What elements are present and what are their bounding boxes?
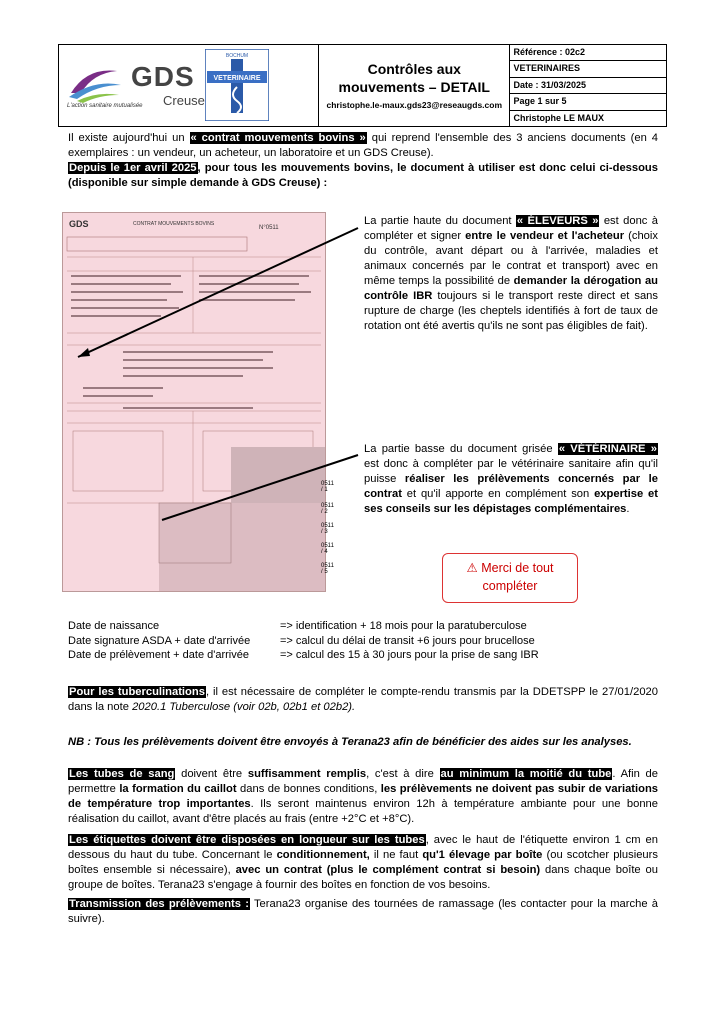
intro-highlight-contract: « contrat mouvements bovins » <box>190 132 366 144</box>
gds-logo-creuse: Creuse <box>163 93 205 108</box>
date-value: => calcul des 15 à 30 jours pour la prise de sang IBR <box>280 649 539 661</box>
vet-logo-word: VETERINAIRE <box>213 75 261 82</box>
tuberculinations-note-ref: 2020.1 Tuberculose (voir 02b, 02b1 et 02b2). <box>132 701 356 713</box>
dates-row <box>68 648 539 663</box>
gds-logo-tagline: L'action sanitaire mutualisée <box>67 103 143 109</box>
etiquettes-bold-2: qu'1 élevage par boîte <box>422 849 543 861</box>
intro-text-3: , pour tous les mouvements bovins, le document à utiliser est donc celui ci-dessous (disponible sur simple demande à GDS Creuse) : <box>68 162 658 189</box>
merci-notice-box <box>442 553 578 603</box>
form-number: N°0511 <box>259 225 279 231</box>
tubes-text-2: , c'est à dire <box>366 768 440 780</box>
tubes-bold-2: la formation du caillot <box>119 783 237 795</box>
arrow-eleveurs <box>78 228 358 357</box>
date-value: => identification + 18 mois pour la paratuberculose <box>280 620 527 632</box>
tubes-text-4: dans de bonnes conditions, <box>236 783 381 795</box>
tuberculinations-text: , il est nécessaire de compléter le compte-rendu transmis par la DDETSPP le 27/01/2020 dans la note <box>68 686 658 713</box>
date-value: => calcul du délai de transit +6 jours pour brucellose <box>280 634 535 647</box>
transmission-text: Terana23 organise des tournées de ramassage (les contacter pour la marche à suivre). <box>68 898 658 925</box>
nb-paragraph: NB : Tous les prélèvements doivent être envoyés à Terana23 afin de bénéficier des aides sur les analyses. <box>68 736 632 748</box>
etiquettes-paragraph <box>68 833 658 893</box>
ref-number: Référence : 02c2 <box>510 45 666 61</box>
ref-page: Page 1 sur 5 <box>510 94 666 110</box>
veterinaire-text-2: est donc à compléter par le vétérinaire sanitaire afin qu'il puisse <box>364 458 658 485</box>
etiquettes-text-3: (ou scotcher plusieurs boîtes ensemble si nécessaire), <box>68 849 658 876</box>
arrow-eleveurs-head <box>78 348 90 357</box>
etiquettes-text-4: dans chaque boîte ou groupe de boîtes. Terana23 s'engage à fournir des boîtes en fonction de vos besoins. <box>68 864 658 891</box>
form-number-5: 0511 / 5 <box>321 563 334 575</box>
form-gds-label: GDS <box>69 219 89 229</box>
transmission-paragraph <box>68 897 658 927</box>
etiquettes-text-2: il ne faut <box>369 849 423 861</box>
veterinaire-paragraph <box>364 442 658 517</box>
doc-email: christophe.le-maux.gds23@reseaugds.com <box>326 100 503 111</box>
eleveurs-highlight: « ÉLEVEURS » <box>516 215 599 227</box>
tubes-bold-1: suffisamment remplis <box>247 768 367 780</box>
dates-row <box>68 634 539 649</box>
eleveurs-text-2: est donc à compléter et signer <box>364 215 658 242</box>
etiquettes-bold-1: conditionnement, <box>276 849 370 861</box>
veterinaire-text-1: La partie basse du document grisée <box>364 443 558 455</box>
tubes-text-5: . Ils seront maintenus environ 12h à température ambiante pour une bonne réalisation du caillot, avant d'être placés au frais (entre +2°C et +8°C). <box>68 798 658 825</box>
tubes-paragraph <box>68 767 658 827</box>
warning-icon: ⚠ <box>466 561 478 575</box>
tubes-text-1: doivent être <box>175 768 248 780</box>
etiquettes-highlight: Les étiquettes doivent être disposées en longueur sur les tubes <box>69 834 425 846</box>
veterinaire-text-4: . <box>626 503 630 515</box>
intro-highlight-date: Depuis le 1er avril 2025 <box>69 162 197 174</box>
date-label: Date signature ASDA + date d'arrivée <box>68 634 251 647</box>
vet-logo-top-text: BOCHUM <box>225 53 249 59</box>
eleveurs-bold-2: demander la dérogation au contrôle IBR <box>364 275 659 302</box>
dates-table <box>68 619 539 663</box>
doc-title-line2: mouvements – DETAIL <box>338 79 490 96</box>
tubes-text-3: . Afin de permettre <box>68 768 659 795</box>
form-title: CONTRAT MOUVEMENTS BOVINS <box>133 221 215 227</box>
etiquettes-text-1: , avec le haut de l'étiquette environ 1 cm en dessous du haut du tube. Concernant le <box>68 834 658 861</box>
intro-text-1: Il existe aujourd'hui un <box>68 132 190 144</box>
eleveurs-text-3: (choix du contrôle, avant départ ou à l'arrivée, maladies et animaux concernés par le contrat et transport) avec en même temps la possibilité de <box>364 230 658 287</box>
form-number-1: 0511 / 1 <box>321 481 334 493</box>
form-number-3: 0511 / 3 <box>321 523 334 535</box>
ref-date: Date : 31/03/2025 <box>510 78 666 94</box>
ref-category: VETERINAIRES <box>510 61 666 77</box>
eleveurs-paragraph <box>364 214 658 334</box>
form-number-2: 0511 / 2 <box>321 503 334 515</box>
veterinaire-text-3: et qu'il apporte en complément son <box>401 488 595 500</box>
merci-text: Merci de tout compléter <box>481 561 554 593</box>
eleveurs-bold-1: entre le vendeur et l'acheteur <box>465 230 625 242</box>
date-label: Date de prélèvement + date d'arrivée <box>68 649 249 661</box>
arrow-veterinaire <box>162 455 358 520</box>
transmission-highlight: Transmission des prélèvements : <box>69 898 249 910</box>
tubes-bold-3: les prélèvements ne doivent pas subir de variations de température trop importantes <box>68 783 659 810</box>
veterinaire-bold-1: réaliser les prélèvements concernés par le contrat <box>364 473 658 500</box>
tubes-highlight-1: Les tubes de sang <box>69 768 175 780</box>
tuberculinations-paragraph <box>68 685 658 715</box>
veterinaire-highlight: « VÉTÉRINAIRE » <box>558 443 657 455</box>
tuberculinations-highlight: Pour les tuberculinations <box>69 686 205 698</box>
eleveurs-text-1: La partie haute du document <box>364 215 516 227</box>
ref-author: Christophe LE MAUX <box>513 112 604 123</box>
gds-logo-text: GDS <box>131 61 195 92</box>
tubes-highlight-2: au minimum la moitié du tube <box>440 768 612 780</box>
form-number-4: 0511 / 4 <box>321 543 334 555</box>
intro-text-2: qui reprend l'ensemble des 3 anciens documents (en 4 exemplaires : un vendeur, un acheteur, un laboratoire et un GDS Creuse). <box>68 132 658 159</box>
date-label: Date de naissance <box>68 620 160 632</box>
eleveurs-text-4: toujours si le transport reste direct et sans rupture de charge (les cheptels identifiés à fort de taux de rotation ont été avertis qu'ils ne sont pas éligibles de fait). <box>364 290 659 332</box>
dates-row <box>68 619 539 634</box>
etiquettes-bold-3: avec un contrat (plus le complément contrat si besoin) <box>235 864 541 876</box>
veterinaire-bold-2: expertise et ses conseils sur les dépistages complémentaires <box>364 488 659 515</box>
doc-title-line1: Contrôles aux <box>367 61 461 78</box>
